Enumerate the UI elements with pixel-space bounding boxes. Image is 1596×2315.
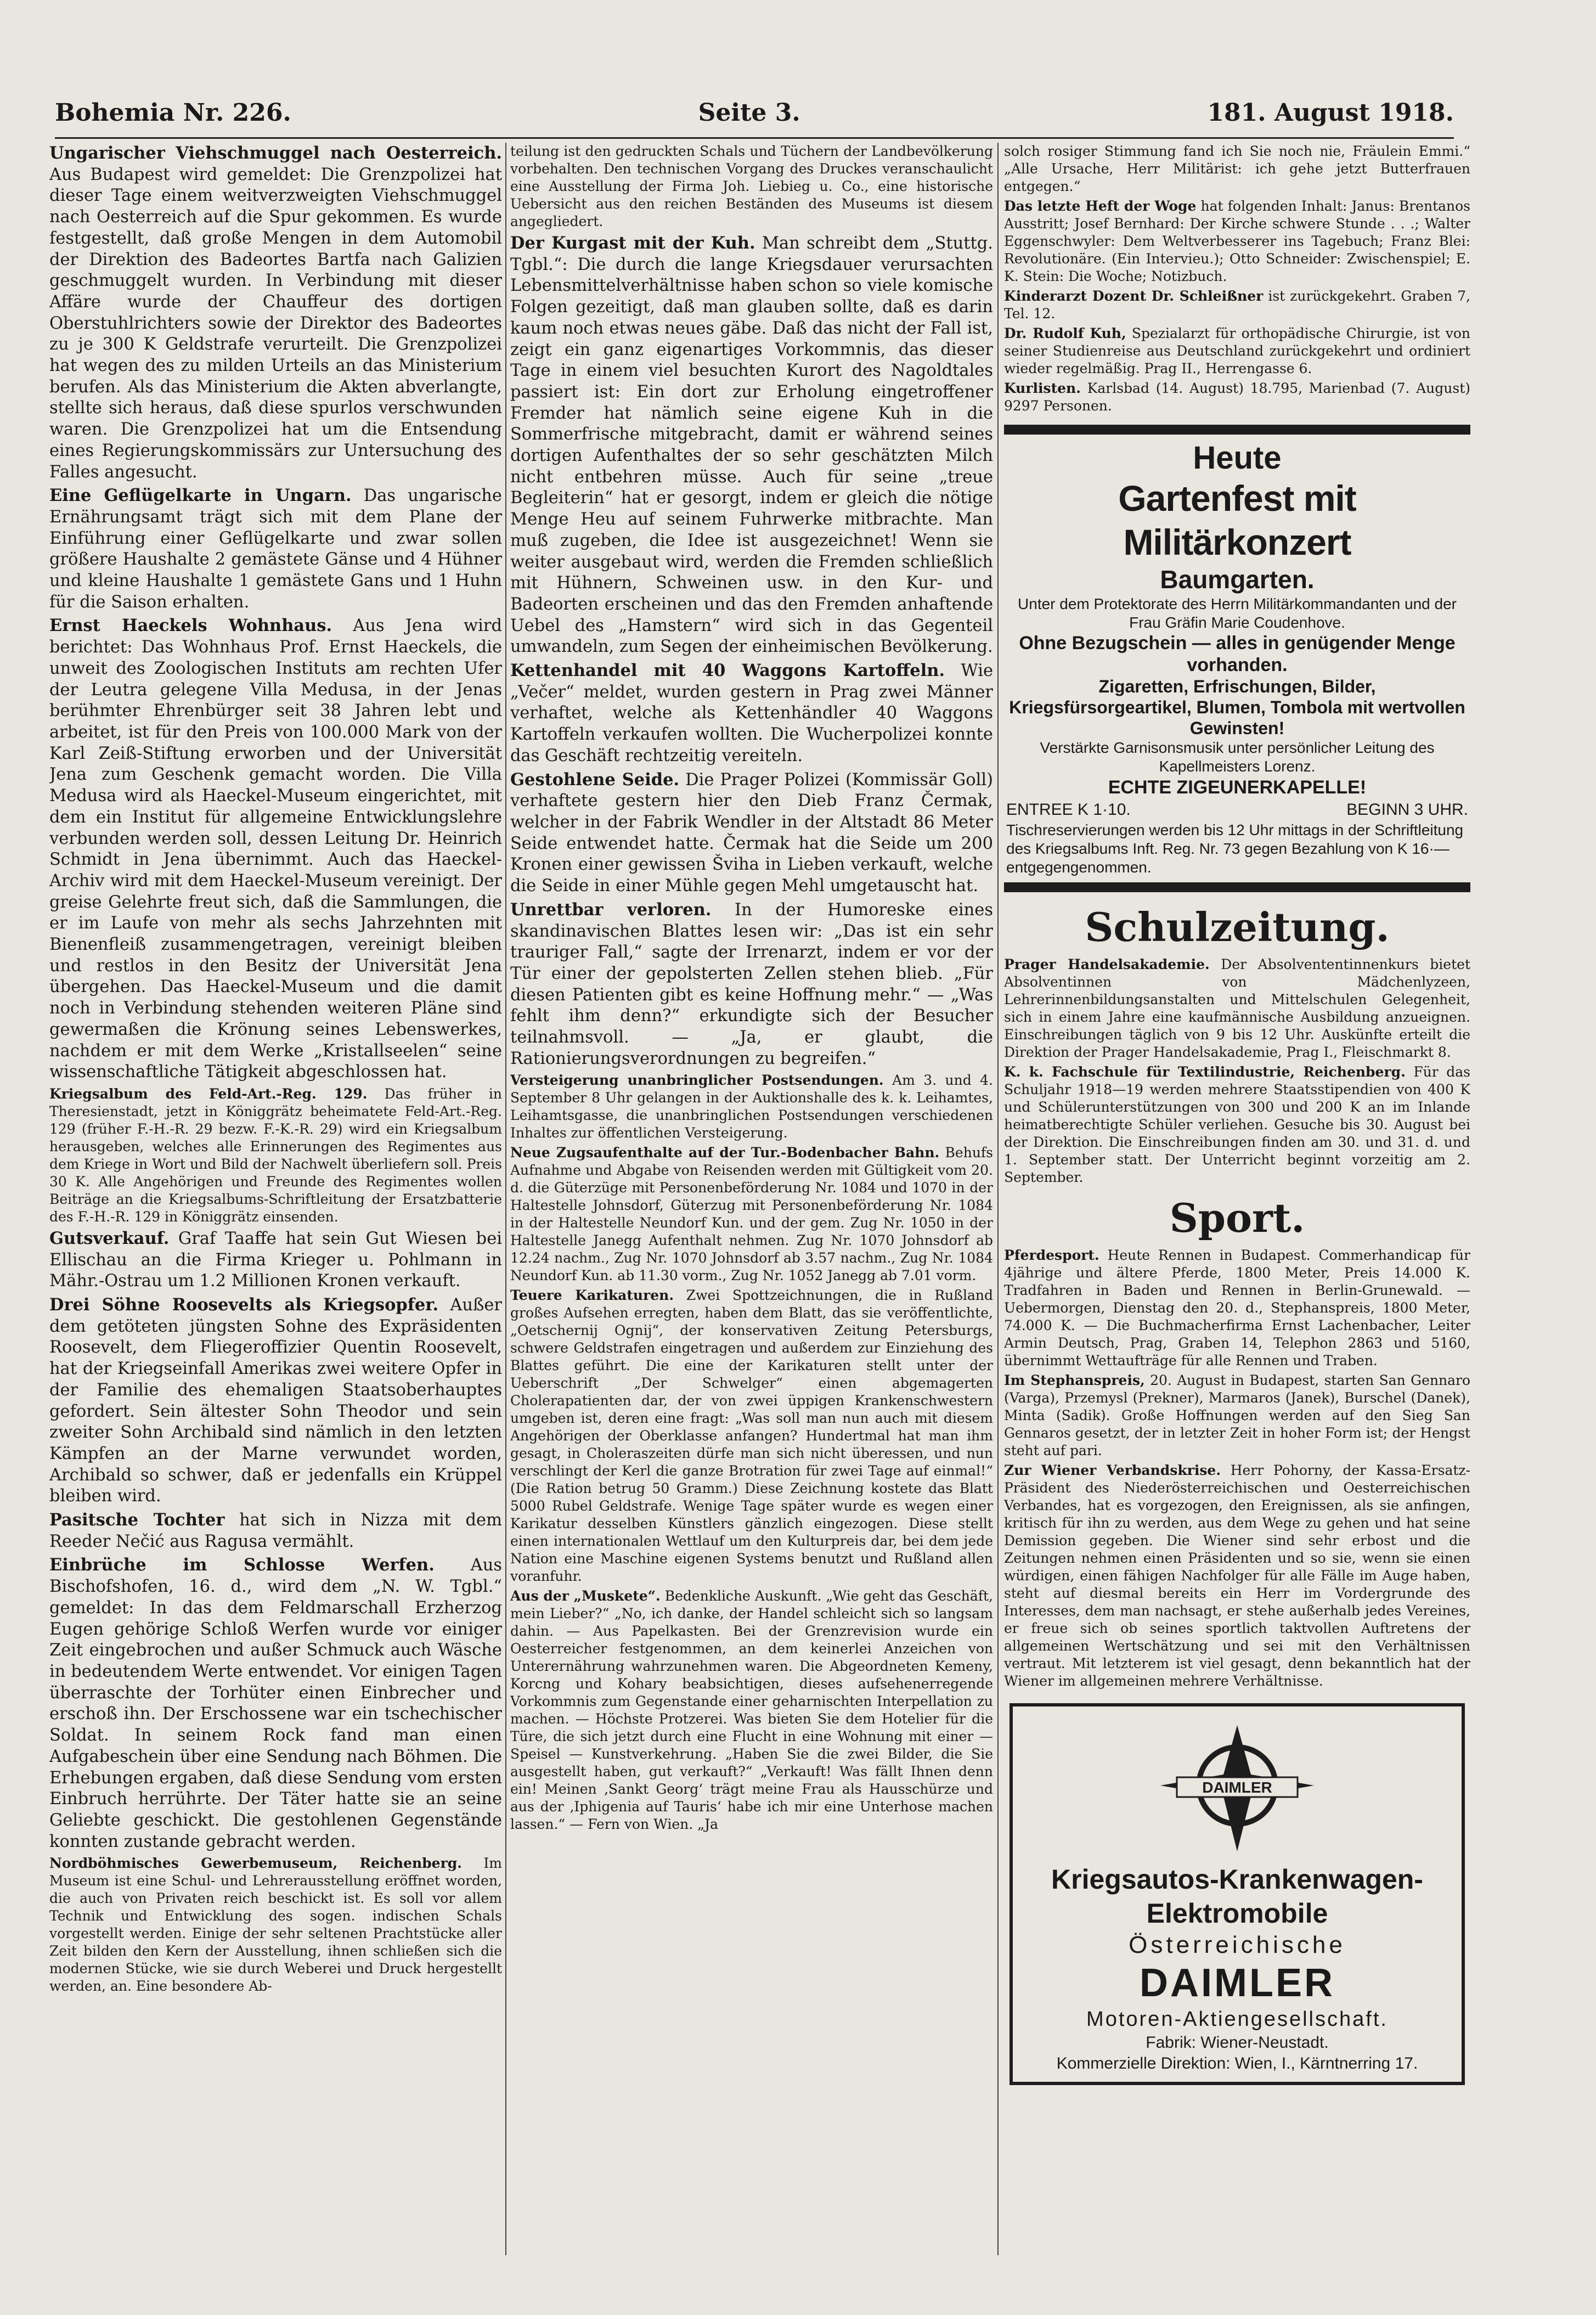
article-paragraph bbox=[1004, 1372, 1470, 1460]
article-text: Das früher in Theresienstadt, jetzt in Königgrätz beheimatete Feld-Art.-Reg. 129 (früher F.-H.-R. 29 bezw. F.-K.-R. 29) wird ein Kriegsalbum herausgeben, welches alle Erinnerungen des Regimentes aus dem Kriege in Wort und Bild der Nachwelt überliefern soll. Preis 30 K. Alle Angehörigen und Freunde des Regimentes wollen Beiträge an die Kriegsalbums-Schriftleitung der Ersatzbatterie des F.-H.-R. 129 in Königgrätz einsenden. bbox=[49, 1085, 502, 1225]
article-headline: Zur Wiener Verbandskrise. bbox=[1004, 1462, 1221, 1478]
article-text: Karlsbad (14. August) 18.795, Marienbad (7. August) 9297 Personen. bbox=[1004, 380, 1470, 414]
article-headline: Drei Söhne Roosevelts als Kriegsopfer. bbox=[49, 1295, 439, 1315]
article-headline: Teuere Karikaturen. bbox=[510, 1287, 674, 1304]
article-paragraph bbox=[49, 1294, 502, 1507]
article-paragraph bbox=[49, 615, 502, 1083]
article-headline: Der Kurgast mit der Kuh. bbox=[510, 233, 755, 253]
daimler-products: Kriegsautos-Krankenwagen-Elektromobile bbox=[1051, 1864, 1423, 1929]
article-text: 20. August in Budapest, starten San Gennaro (Varga), Przemysl (Prekner), Marmaros (Janek), Burschel (Danek), Minta (Sadik). Große Hoffnungen werden auf den Sieg San Gennaros gesetzt, der in letzter Zeit in hoher Form ist; der Hengst steht auf pari. bbox=[1004, 1372, 1470, 1458]
ad-reservations: Tischreservierungen werden bis 12 Uhr mittags in der Schriftleitung des Kriegsalbums Inft. Reg. Nr. 73 gegen Bezahlung von K 16·— entgegengenommen. bbox=[1006, 821, 1464, 876]
article-text: Aus Budapest wird gemeldet: Die Grenzpolizei hat dieser Tage einem weitverzweigten Viehschmuggel nach Oesterreich auf die Spur gekommen. Es wurde festgestellt, daß große Mengen in dem Automobil der Direktion des Badeortes Bartfa nach Galizien geschmuggelt wurden. In Verbindung mit dieser Affäre wurde der Chauffeur des dortigen Oberstuhlrichters sowie der Direktor des Badeortes zu je 300 K Geldstrafe verurteilt. Die Grenzpolizei hat wegen des zu milden Urteils an das Ministerium berufen. Als das Ministerium die Akten abverlangte, stellte sich heraus, daß diese spurlos verschwunden waren. Die Grenzpolizei hat um die Entsendung eines Regierungskommissärs zur Untersuchung des Falles angesucht. bbox=[49, 165, 502, 482]
article-paragraph bbox=[49, 1855, 502, 1995]
column-divider-1 bbox=[505, 143, 506, 2255]
article-paragraph bbox=[510, 233, 993, 658]
gartenfest-advertisement bbox=[1004, 425, 1470, 892]
daimler-directorate: Kommerzielle Direktion: Wien, I., Kärntnerring 17. bbox=[1056, 2054, 1418, 2072]
article-headline: Gestohlene Seide. bbox=[510, 769, 680, 790]
article-text: Der Absolvententinnenkurs bietet Absolventinnen von Mädchenlyzeen, Lehrerinnenbildungsanstalten und Mittelschulen Gelegenheit, sich in einem Jahre eine kaufmännische Ausbildung anzueignen. Einschreibungen täglich von 9 bis 12 Uhr. Auskünfte erteilt die Direktion der Prager Handelsakademie, Prag I., Fleischmarkt 8. bbox=[1004, 956, 1470, 1060]
article-text: solch rosiger Stimmung fand ich Sie noch nie, Fräulein Emmi.“ „Alle Ursache, Herr Militärist: ich gehe jetzt Butterfrauen entgegen.“ bbox=[1004, 143, 1470, 194]
article-text: Aus Bischofshofen, 16. d., wird dem „N. W. Tgbl.“ gemeldet: In das dem Feldmarschall Erzherzog Eugen gehörige Schloß Werfen wurde vor einiger Zeit eingebrochen und außer Schmuck auch Wäsche in bedeutendem Werte entwendet. Vor einigen Tagen überraschte der Torhüter einen Einbrecher und erschoß ihn. Der Erschossene war ein tschechischer Soldat. In seinem Rock fand man einen Aufgabeschein über eine Sendung nach Böhmen. Die Erhebungen ergaben, daß diese Sendung vom ersten Einbruch herrührte. Der Täter hatte sie an seine Geliebte geschickt. Die gestohlenen Gegenstände konnten zustande gebracht werden. bbox=[49, 1556, 502, 1851]
article-paragraph bbox=[510, 899, 993, 1070]
article-headline: Versteigerung unanbringlicher Postsendungen. bbox=[510, 1072, 884, 1089]
article-text: Behufs Aufnahme und Abgabe von Reisenden werden mit Gültigkeit vom 20. d. die Güterzüge mit Personenbeförderung Nr. 1084 und 1070 in der Haltestelle Johnsdorf, Güterzug mit Personenbeförderung Nr. 1084 in der Haltestelle Neundorf Kun. und der gem. Zug Nr. 1050 in der Haltestelle Janegg Aufenthalt nehmen. Zug Nr. 1070 Johnsdorf ab 12.24 nachm., Zug Nr. 1070 Johnsdorf ab 3.57 nachm., Zug Nr. 1084 Neundorf Kun. ab 11.30 vorm., Zug Nr. 1052 Janegg ab 7.01 vorm. bbox=[510, 1145, 993, 1284]
ad-no-coupon: Ohne Bezugschein — alles in genügender Menge vorhanden. bbox=[1019, 633, 1456, 675]
article-text: Zwei Spottzeichnungen, die in Rußland großes Aufsehen erregten, haben dem Blatt, das sie veröffentlichte, „Oetschernij Ognij“, der konservativen Zeitung Petersburgs, schwere Geldstrafen eingetragen und außerdem zur Einziehung des Blattes geführt. Die eine der Karikaturen stellt unter der Ueberschrift „Der Schwelger“ einen abgemagerten Cholerapatienten dar, der von zwei üppigen Krankenschwestern umgeben ist, deren eine fragt: „Was soll man nun auch mit diesem Angehörigen der Oberklasse anfangen? Hundertmal hat man ihm gesagt, in Choleraszeiten dürfe man sich nicht überessen, und nun verschlingt der Kerl die ganze Brotration für zwei Tage auf einmal!“ (Die Ration betrug 50 Gramm.) Diese Zeichnung kostete das Blatt 5000 Rubel Geldstrafe. Wenige Tage später wurde es wegen einer Karikatur desselben Künstlers gänzlich eingezogen. Diese stellt einen internationalen Wettlauf um den Kulturpreis dar, bei dem jede Nation eine Maschine eigenen Systems benutzt und Rußland allen voranfuhr. bbox=[510, 1287, 993, 1585]
article-paragraph bbox=[1004, 1462, 1470, 1690]
article-headline: Einbrüche im Schlosse Werfen. bbox=[49, 1555, 435, 1575]
daimler-company: Motoren-Aktiengesellschaft. bbox=[1086, 2008, 1388, 2031]
article-paragraph bbox=[49, 1228, 502, 1292]
article-paragraph bbox=[1004, 1247, 1470, 1370]
daimler-oesterreichische: Österreichische bbox=[1129, 1931, 1346, 1958]
article-paragraph bbox=[510, 143, 993, 230]
article-text: ist zurückgekehrt. Graben 7, Tel. 12. bbox=[1004, 288, 1470, 322]
article-paragraph bbox=[49, 143, 502, 483]
article-headline: Ungarischer Viehschmuggel nach Oesterreich. bbox=[49, 143, 502, 163]
article-headline: Dr. Rudolf Kuh, bbox=[1004, 325, 1126, 341]
article-paragraph bbox=[510, 1587, 993, 1833]
article-text: Aus Jena wird berichtet: Das Wohnhaus Prof. Ernst Haeckels, die unweit des Zoologischen Instituts am rechten Ufer der Leutra gelegene Villa Medusa, in der Jenas berühmter Ehrenbürger seit 38 Jahren lebt und arbeitet, ist für den Preis von 100.000 Mark von der Karl Zeiß-Stiftung erworben und der Universität Jena zum Geschenk gemacht worden. Die Villa Medusa wird als Haeckel-Museum eingerichtet, mit dem ein Institut für allgemeine Entwicklungslehre verbunden werden soll, dessen Leitung Dr. Heinrich Schmidt in Jena übernimmt. Auch das Haeckel-Archiv wird mit dem Haeckel-Museum vereinigt. Der greise Gelehrte freut sich, daß die Sammlungen, die er im Laufe von mehr als sechs Jahrzehnten mit Bienenfleiß zusammengetragen, vereinigt bleiben und restlos in den Besitz der Universität Jena übergehen. Das Haeckel-Museum und die damit noch in Verbindung stehenden weiteren Pläne sind gewermaßen die Krönung seines Lebenswerkes, nachdem er mit dem Werke „Kristallseelen“ seine wissenschaftliche Tätigkeit abgeschlossen hat. bbox=[49, 616, 502, 1082]
ad-music: Verstärkte Garnisonsmusik unter persönlicher Leitung des Kapellmeisters Lorenz. bbox=[1040, 739, 1435, 775]
sport-title: Sport. bbox=[1169, 1195, 1305, 1241]
ad-entree: ENTREE K 1·10. bbox=[1006, 801, 1131, 819]
article-text: Graf Taaffe hat sein Gut Wiesen bei Ellischau an die Firma Krieger u. Pohlmann in Mähr.-Ostrau um 1.2 Millionen Kronen verkauft. bbox=[49, 1229, 502, 1291]
article-paragraph bbox=[1004, 288, 1470, 323]
article-paragraph bbox=[1004, 380, 1470, 415]
article-text: hat folgenden Inhalt: Janus: Brentanos Ausstritt; Josef Bernhard: Der Kirche schwere Stunde . . .; Walter Eggenschwyler: Dem Weltverbesserer ins Tagebuch; Franz Blei: Revolutionäre. (Ein Intervieu.); Otto Schneider: Zwischenspiel; E. K. Stein: Die Woche; Notizbuch. bbox=[1004, 198, 1470, 284]
daimler-logo-word: DAIMLER bbox=[1202, 1779, 1272, 1796]
sport-body bbox=[1004, 1247, 1470, 1690]
schulzeitung-title: Schulzeitung. bbox=[1085, 904, 1390, 950]
schulzeitung-body bbox=[1004, 956, 1470, 1186]
article-headline: Unrettbar verloren. bbox=[510, 899, 712, 920]
article-headline: Im Stephanspreis, bbox=[1004, 1372, 1145, 1388]
article-text: Außer dem getöteten jüngsten Sohne des Expräsidenten Roosevelt, dem Fliegeroffizier Quentin Roosevelt, hat der Kriegseinfall Amerikas zwei weitere Opfer in der Familie des ehemaligen Staatsoberhauptes gefordert. Sein ältester Sohn Theodor und sein zweiter Sohn Archibald sind nämlich in den letzten Kämpfen an der Marne verwundet worden, Archibald so schwer, daß er jedenfalls ein Krüppel bleiben wird. bbox=[49, 1296, 502, 1506]
article-text: Die Prager Polizei (Kommissär Goll) verhaftete gestern hier den Dieb Franz Čermak, welcher in der Fabrik Wendler in der Altstadt 86 Meter Seide entwendet hatte. Čermak hat die Seide um 200 Kronen einer gewissen Šviha in Lieben verkauft, welche die Seide in einer Mühle gegen Mehl umgetauscht hat. bbox=[510, 770, 993, 896]
header-issue: Bohemia Nr. 226. bbox=[55, 98, 291, 127]
article-headline: Neue Zugsaufenthalte auf der Tur.-Bodenbacher Bahn. bbox=[510, 1145, 940, 1161]
ad-heute: Heute bbox=[1193, 440, 1282, 476]
article-headline: Ernst Haeckels Wohnhaus. bbox=[49, 616, 332, 636]
article-paragraph bbox=[49, 1085, 502, 1226]
article-text: Für das Schuljahr 1918—19 werden mehrere Staatsstipendien von 400 K und Schülerunterstützungen von 300 und 200 K an im Inlande heimatberechtigte Schüler verliehen. Gesuche bis 30. August bei der Direktion. Die Einschreibungen finden am 30. und 31. d. und 1. September statt. Der Unterricht beginnt vorzeitig am 2. September. bbox=[1004, 1064, 1470, 1185]
article-text: Am 3. und 4. September 8 Uhr gelangen in der Auktionshalle des k. k. Leihamtes, Leihamtsgasse, die unanbringlichen Postsendungen verschiedenen Inhaltes zur öffentlichen Versteigerung. bbox=[510, 1072, 993, 1141]
ad-offerings: Zigaretten, Erfrischungen, Bilder, Kriegsfürsorgeartikel, Blumen, Tombola mit wertvollen Gewinsten! bbox=[1009, 677, 1465, 738]
article-text: Bedenkliche Auskunft. „Wie geht das Geschäft, mein Lieber?“ „No, ich danke, der Handel schleicht sich so langsam dahin. — Aus Papelkasten. Bei der Grenzrevision wurde ein Oesterreicher festgenommen, an dem keinerlei Anzeichen von Unterernährung wahrzunehmen waren. Die Abgeordneten Kemeny, Korcng und Kohary beabsichtigen, dieses aufsehenerregende Vorkommnis zum Gegenstande einer geharnischten Interpellation zu machen. — Höchste Protzerei. Was bieten Sie dem Hotelier für die Türe, die sich jetzt durch eine Flucht in eine Wohnung mit einer — Speisel — Kunstverkehrung. „Haben Sie die zwei Bilder, die Sie ausgestellt haben, gut verkauft?“ „Verkauft! Was fällt Ihnen denn ein! Meinen ‚Sankt Georg‘ trägt meine Frau als Hausschürze und aus der ‚Iphigenia auf Tauris‘ habe ich mir eine Unterhose machen lassen.“ — Fern von Wien. „Ja bbox=[510, 1588, 993, 1833]
ad-gypsy-band: ECHTE ZIGEUNERKAPELLE! bbox=[1108, 777, 1367, 798]
article-text: Spezialarzt für orthopädische Chirurgie, ist von seiner Studienreise aus Deutschland zurückgekehrt und ordiniert wieder regelmäßig. Prag II., Herrengasse 6. bbox=[1004, 325, 1470, 376]
article-paragraph bbox=[49, 1509, 502, 1552]
column-3 bbox=[1004, 143, 1470, 2255]
header-rule bbox=[55, 137, 1454, 139]
article-text: Das ungarische Ernährungsamt trägt sich mit dem Plane der Einführung einer Geflügelkarte und zwar sollen größere Haushalte 2 gemästete Gänse und 4 Hühner und kleine Haushalte 1 gemästete Gans und 1 Huhn für die Saison erhalten. bbox=[49, 486, 502, 612]
ad-venue: Baumgarten. bbox=[1160, 565, 1315, 594]
column-3-intro bbox=[1004, 143, 1470, 415]
header-page: Seite 3. bbox=[698, 98, 800, 127]
article-headline: Das letzte Heft der Woge bbox=[1004, 198, 1197, 214]
ad-beginn: BEGINN 3 UHR. bbox=[1346, 801, 1468, 819]
article-headline: Kettenhandel mit 40 Waggons Kartoffeln. bbox=[510, 661, 945, 681]
article-headline: Pasitsche Tochter bbox=[49, 1510, 225, 1530]
article-paragraph bbox=[49, 485, 502, 613]
article-headline: Gutsverkauf. bbox=[49, 1228, 170, 1248]
article-headline: Aus der „Muskete“. bbox=[510, 1588, 661, 1604]
article-text: Wie „Večer“ meldet, wurden gestern in Prag zwei Männer verhaftet, welche als Kettenhändler 40 Waggons Kartoffeln verkaufen wollten. Die Wucherpolizei konnte das Geschäft rechtzeitig vereiteln. bbox=[510, 661, 993, 765]
article-text: Heute Rennen in Budapest. Commerhandicap für 4jährige und ältere Pferde, 1800 Meter, Preis 14.000 K. Tradfahren in Baden und Rennen in Berlin-Grunewald. — Uebermorgen, Dienstag den 20. d., Stephanspreis, 1800 Meter, 74.000 K. — Die Buchmacherfirma Ernst Lachenbacher, Leiter Armin Deutsch, Prag, Graben 14, Telephon 2863 und 5160, übernimmt Wettaufträge für alle Rennen und Traben. bbox=[1004, 1247, 1470, 1368]
article-paragraph bbox=[1004, 325, 1470, 378]
article-paragraph bbox=[1004, 198, 1470, 285]
article-paragraph bbox=[1004, 956, 1470, 1061]
page-header bbox=[55, 93, 1454, 132]
column-2 bbox=[510, 143, 993, 2255]
ad-entry-row bbox=[1006, 799, 1468, 821]
article-paragraph bbox=[49, 1554, 502, 1852]
daimler-factory: Fabrik: Wiener-Neustadt. bbox=[1146, 2034, 1329, 2052]
article-paragraph bbox=[510, 1287, 993, 1585]
article-paragraph bbox=[510, 769, 993, 897]
daimler-star-logo bbox=[1155, 1720, 1319, 1857]
article-paragraph bbox=[510, 660, 993, 767]
article-paragraph bbox=[510, 1144, 993, 1285]
article-paragraph bbox=[510, 1072, 993, 1142]
article-text: In der Humoreske eines skandinavischen Blattes lesen wir: „Das ist ein sehr trauriger Fall,“ sagte der Irrenarzt, indem er vor der Tür einer der gepolsterten Zellen stehen blieb. „Für diesen Patienten gibt es keine Hoffnung mehr.“ — „Was fehlt ihm denn?“ erkundigte sich der Besucher teilnahmsvoll. — „Ja, er glaubt, die Rationierungsverordnungen zu begreifen.“ bbox=[510, 900, 993, 1068]
article-text: Man schreibt dem „Stuttg. Tgbl.“: Die durch die lange Kriegsdauer verursachten Lebensmittelverhältnisse haben schon so viele komische Folgen gezeitigt, daß man glauben sollte, daß es darin kaum noch etwas neues gäbe. Daß das nicht der Fall ist, zeigt ein ganz eigenartiges Vorkommnis, das dieser Tage in einem viel besuchten Kurort des Nagoldtales passiert ist: Ein dort zur Erholung eingetroffener Fremder hat nämlich seine eigene Kuh in die Sommerfrische mitgebracht, damit er während seines dortigen Aufenthaltes der so sehr geschätzten Milch nicht entbehren müsse. Auch für seine „treue Begleiterin“ hat er gesorgt, indem er gleich die nötige Menge Heu auf seinem Fuhrwerke mitbrachte. Man muß zugeben, die Idee ist ausgezeichnet! Wenn sie weiter ausgebaut wird, werden die Fremden schließlich mit Hühnern, Schweinen usw. in den Kur- und Badeorten erscheinen und das den Fremden anhaftende Uebel des „Hamstern“ wird sich in das Gegenteil umwandeln, zum Segen der einheimischen Bevölkerung. bbox=[510, 234, 993, 657]
article-headline: Nordböhmisches Gewerbemuseum, Reichenberg. bbox=[49, 1855, 462, 1872]
article-headline: Kinderarzt Dozent Dr. Schleißner bbox=[1004, 288, 1264, 304]
article-text: teilung ist den gedruckten Schals und Tüchern der Landbevölkerung vorbehalten. Den technischen Vorgang des Druckes veranschaulicht eine Ausstellung der Firma Joh. Liebieg u. Co., eine historische Uebersicht aus den reichen Beständen des Museums ist diesem angegliedert. bbox=[510, 143, 993, 229]
article-headline: Pferdesport. bbox=[1004, 1247, 1099, 1263]
article-headline: Kriegsalbum des Feld-Art.-Reg. 129. bbox=[49, 1085, 368, 1102]
article-headline: Kurlisten. bbox=[1004, 380, 1081, 396]
ad-patronage: Unter dem Protektorate des Herrn Militärkommandanten und der Frau Gräfin Marie Coudenhove. bbox=[1018, 595, 1457, 631]
article-headline: Eine Geflügelkarte in Ungarn. bbox=[49, 486, 352, 506]
daimler-name: DAIMLER bbox=[1140, 1961, 1335, 2005]
article-headline: Prager Handelsakademie. bbox=[1004, 956, 1210, 972]
article-text: Im Museum ist eine Schul- und Lehrerausstellung eröffnet worden, die auch von Privaten reich beschickt ist. Es soll vor allem Technik und Entwicklung des sogen. indischen Schals vorgestellt werden. Einige der sehr seltenen Prachtstücke aller Zeit bilden den Kern der Ausstellung, ihnen schließen sich die modernen Stücke, wie sie durch Weberei und Druck hergestellt werden, an. Eine besondere Ab- bbox=[49, 1855, 502, 1995]
article-paragraph bbox=[1004, 1063, 1470, 1186]
ad-gartenfest-title: Gartenfest mit Militärkonzert bbox=[1118, 478, 1356, 562]
article-headline: K. k. Fachschule für Textilindustrie, Reichenberg. bbox=[1004, 1064, 1406, 1080]
daimler-advertisement bbox=[1010, 1703, 1465, 2085]
column-divider-2 bbox=[997, 143, 999, 2255]
article-paragraph bbox=[1004, 143, 1470, 195]
column-1 bbox=[49, 143, 502, 2255]
article-text: Herr Pohorny, der Kassa-Ersatz-Präsident des Niederösterreichischen und Oesterreichischen Verbandes, hat es vorgezogen, den Ereignissen, als sie anfingen, kritisch für ihn zu werden, aus dem Wege zu gehen und hat seine Demission gegeben. Die Wiener sind sehr erbost und die Zeitungen nehmen einen Präsidenten und so sie, wenn sie einen würdigen, einen fähigen Nachfolger für alle Fälle im Auge haben, steht auf diesmal bereits ein Herr im Vordergrunde des Interesses, dem man nachsagt, er stehe außerhalb jedes Vereines, er freue sich ob seines sportlich taktvollen Auftretens der allgemeinen Wertschätzung und sei mit den Verhältnissen vertraut. Mit letzterem ist viel gesagt, denn bekanntlich hat der Wiener im allgemeinen mehrere Verhältnisse. bbox=[1004, 1462, 1470, 1689]
header-date: 181. August 1918. bbox=[1207, 98, 1454, 127]
article-text: hat sich in Nizza mit dem Reeder Nečić aus Ragusa vermählt. bbox=[49, 1511, 502, 1551]
